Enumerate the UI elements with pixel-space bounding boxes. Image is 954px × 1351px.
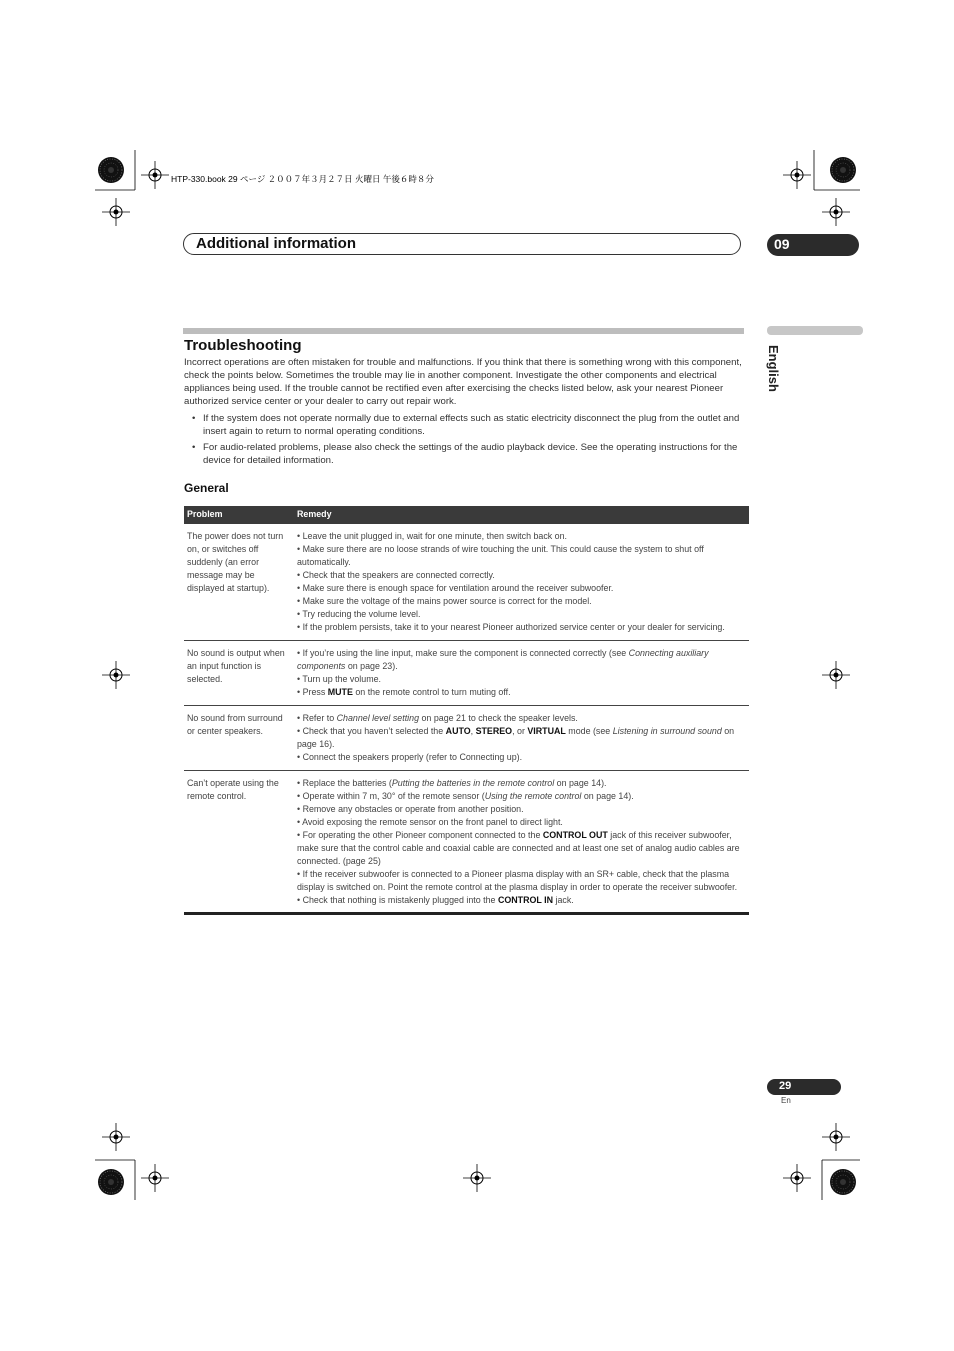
remedy-line: • Remove any obstacles or operate from another position. [297, 804, 524, 814]
language-side-label [767, 345, 797, 405]
chapter-number: 09 [774, 236, 790, 252]
problem-cell: The power does not turn on, or switches off suddenly (an error message may be displayed at startup). [184, 524, 294, 641]
bullet-item: • For audio-related problems, please also check the settings of the audio playback device. See the operating instructions for the device for detailed information. [184, 441, 744, 467]
troubleshooting-table [184, 506, 749, 915]
remedy-line: • Avoid exposing the remote sensor on the front panel to direct light. [297, 817, 563, 827]
remedy-line: • Check that nothing is mistakenly plugged into the CONTROL IN jack. [297, 895, 574, 905]
table-row [184, 641, 749, 706]
header-problem: Problem [184, 506, 294, 524]
page-language-code: En [781, 1096, 791, 1105]
remedy-line: • Make sure the voltage of the mains power source is correct for the model. [297, 596, 592, 606]
remedy-cell [294, 524, 749, 641]
problem-cell: No sound is output when an input function is selected. [184, 641, 294, 706]
page-reference: Connecting auxiliary components [297, 648, 709, 671]
remedy-line: • Make sure there are no loose strands of wire touching the unit. This could cause the system to shut off automatically. [297, 544, 704, 567]
remedy-line: • For operating the other Pioneer component connected to the CONTROL OUT jack of this receiver subwoofer, make sure that the control cable and coaxial cable are connected and at least one set of analog audio cables are connected. (page 25) [297, 830, 740, 866]
table-row [184, 771, 749, 914]
remedy-line: • Refer to Channel level setting on page 21 to check the speaker levels. [297, 713, 578, 723]
remedy-line: • If you’re using the line input, make sure the component is connected correctly (see Connecting auxiliary components on page 23). [297, 648, 709, 671]
remedy-line: • Try reducing the volume level. [297, 609, 421, 619]
language-tab [767, 326, 863, 335]
chapter-title: Additional information [196, 235, 356, 252]
remedy-line: • Press MUTE on the remote control to turn muting off. [297, 687, 511, 697]
intro-paragraph: Incorrect operations are often mistaken for trouble and malfunctions. If you think that there is something wrong with this component, check the points below. Sometimes the trouble may lie in another component. Investigate the other components and electrical appliances being used. If the trouble cannot be rectified even after exercising the checks listed below, ask your nearest Pioneer authorized service center or your dealer to carry out repair work. [184, 357, 742, 407]
remedy-line: • Operate within 7 m, 30° of the remote sensor (Using the remote control on page 14). [297, 791, 634, 801]
remedy-line: • Check that the speakers are connected correctly. [297, 570, 495, 580]
print-header: HTP-330.book 29 ページ ２００７年３月２７日 火曜日 午後６時８分 [171, 174, 434, 184]
remedy-line: • If the receiver subwoofer is connected to a Pioneer plasma display with an SR+ cable, check that the plasma display is switched on. Point the remote control at the plasma display in order to operate the receiver subwoofer. [297, 869, 738, 892]
table-row [184, 524, 749, 641]
problem-cell: No sound from surround or center speakers. [184, 706, 294, 771]
remedy-line: • Replace the batteries (Putting the batteries in the remote control on page 14). [297, 778, 607, 788]
intro-bullets [184, 412, 744, 470]
table-row [184, 706, 749, 771]
bullet-item: • If the system does not operate normally due to external effects such as static electricity disconnect the plug from the outlet and insert again to return to normal operating conditions. [184, 412, 744, 438]
remedy-line: • Connect the speakers properly (refer to Connecting up). [297, 752, 523, 762]
remedy-line: • Leave the unit plugged in, wait for one minute, then switch back on. [297, 531, 568, 541]
problem-cell: Can’t operate using the remote control. [184, 771, 294, 914]
chapter-number-badge [767, 234, 859, 256]
general-heading: General [184, 481, 229, 495]
language-label: English [766, 345, 781, 392]
remedy-cell [294, 771, 749, 914]
section-title: Troubleshooting [184, 337, 302, 354]
page-reference: Channel level setting [336, 713, 420, 723]
section-divider [183, 328, 744, 334]
table-header-row [184, 506, 749, 524]
button-name: MUTE [327, 687, 353, 697]
remedy-cell [294, 641, 749, 706]
page-number-badge [767, 1079, 841, 1095]
remedy-line: • Check that you haven’t selected the AUTO, STEREO, or VIRTUAL mode (see Listening in surround sound on page 16). [297, 726, 735, 749]
remedy-line: • Turn up the volume. [297, 674, 382, 684]
header-remedy: Remedy [294, 506, 749, 524]
page-number: 29 [779, 1080, 792, 1092]
remedy-line: • Make sure there is enough space for ventilation around the receiver subwoofer. [297, 583, 614, 593]
remedy-line: • If the problem persists, take it to your nearest Pioneer authorized service center or your dealer for servicing. [297, 622, 725, 632]
remedy-cell [294, 706, 749, 771]
